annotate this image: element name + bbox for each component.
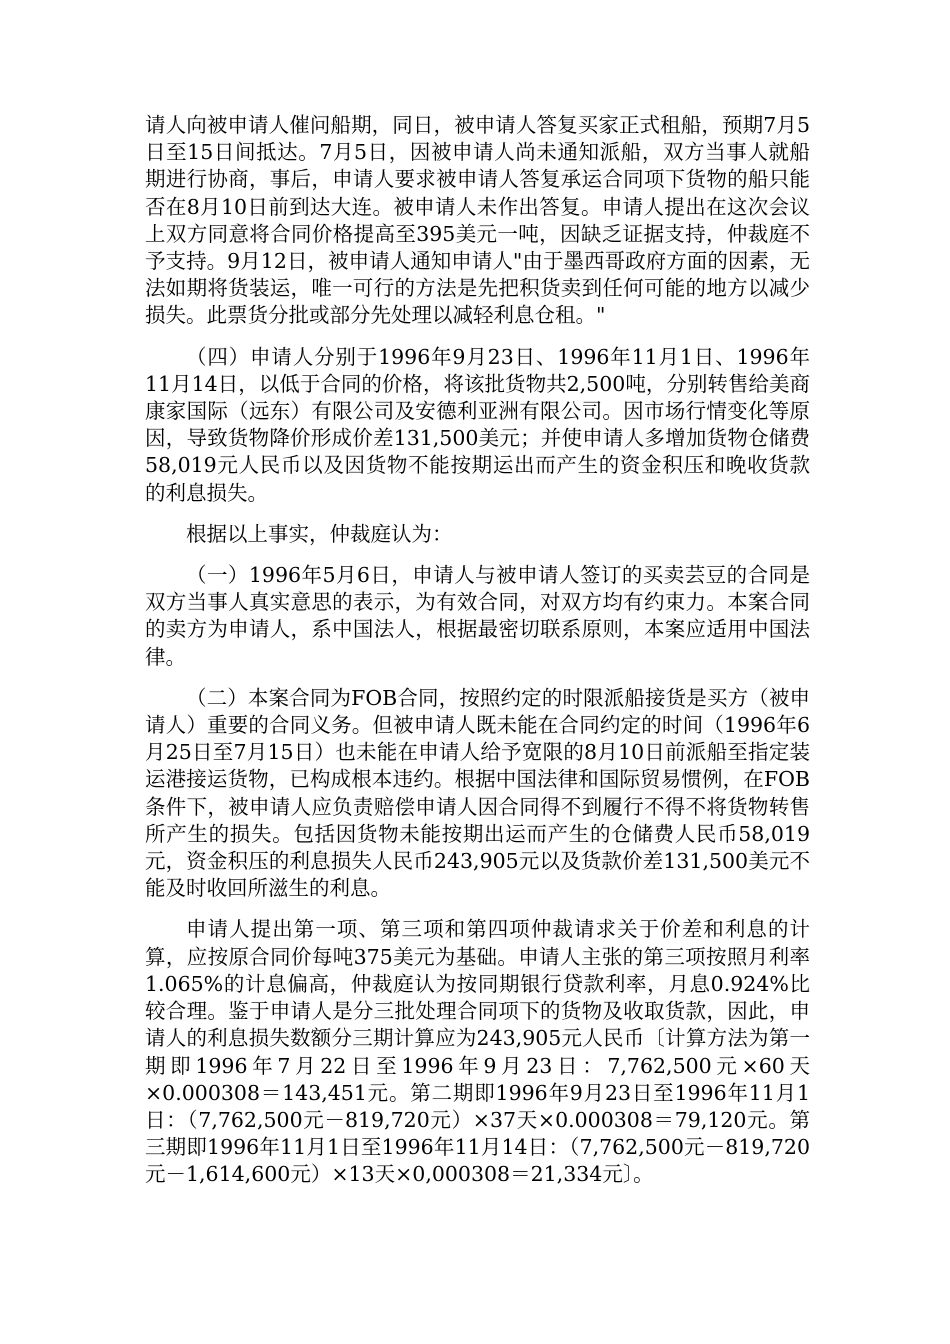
document-body [145, 112, 810, 1203]
paragraph-finding-1: （一）1996年5月6日，申请人与被申请人签订的买卖芸豆的合同是双方当事人真实意思的表示，为有效合同，对双方均有约束力。本案合同的卖方为申请人，系中国法人，根据最密切联系原则，本案应适用中国法律。 [145, 563, 810, 669]
paragraph-continuation: 请人向被申请人催问船期，同日，被申请人答复买家正式租船，预期7月5日至15日间抵达。7月5日，因被申请人尚未通知派船，双方当事人就船期进行协商，事后，申请人要求被申请人答复承运合同项下货物的船只能否在8月10日前到达大连。被申请人未作出答复。申请人提出在这次会议上双方同意将合同价格提高至395美元一吨，因缺乏证据支持，仲裁庭不予支持。9月12日，被申请人通知申请人"由于墨西哥政府方面的因素，无法如期将货装运，唯一可行的方法是先把积货卖到任何可能的地方以减少损失。此票货分批或部分先处理以减轻利息仓租。" [145, 113, 810, 328]
paragraph-finding-2: （二）本案合同为FOB合同，按照约定的时限派船接货是买方（被申请人）重要的合同义务。但被申请人既未能在合同约定的时间（1996年6月25日至7月15日）也未能在申请人给予宽限的8月10日前派船至指定装运港接运货物，已构成根本违约。根据中国法律和国际贸易惯例，在FOB条件下，被申请人应负责赔偿申请人因合同得不到履行不得不将货物转售所产生的损失。包括因货物未能按期出运而产生的仓储费人民币58,019元，资金积压的利息损失人民币243,905元以及货款价差131,500美元不能及时收回所滋生的利息。 [145, 685, 810, 901]
paragraph-interest-calculation: 申请人提出第一项、第三项和第四项仲裁请求关于价差和利息的计算，应按原合同价每吨375美元为基础。申请人主张的第三项按照月利率1.065%的计息偏高，仲裁庭认为按同期银行贷款利率，月息0.924%比较合理。鉴于申请人是分三批处理合同项下的货物及收取货款，因此，申请人的利息损失数额分三期计算应为243,905元人民币〔计算方法为第一期即1996年7月22日至1996年9月23日：7,762,500元×60天×0.000308＝143,451元。第二期即1996年9月23日至1996年11月1日：（7,762,500元－819,720元）×37天×0.000308＝79,120元。第三期即1996年11月1日至1996年11月14日：（7,762,500元－819,720元－1,614,600元）×13天×0,000308＝21,334元〕。 [145, 917, 810, 1187]
paragraph-item-4: （四）申请人分别于1996年9月23日、1996年11月1日、1996年11月14日，以低于合同的价格，将该批货物共2,500吨，分别转售给美商康家国际（远东）有限公司及安德利亚洲有限公司。因市场行情变化等原因，导致货物降价形成价差131,500美元；并使申请人多增加货物仓储费58,019元人民币以及因货物不能按期运出而产生的资金积压和晚收货款的利息损失。 [145, 344, 810, 505]
paragraph-findings-intro: 根据以上事实，仲裁庭认为： [186, 521, 453, 546]
